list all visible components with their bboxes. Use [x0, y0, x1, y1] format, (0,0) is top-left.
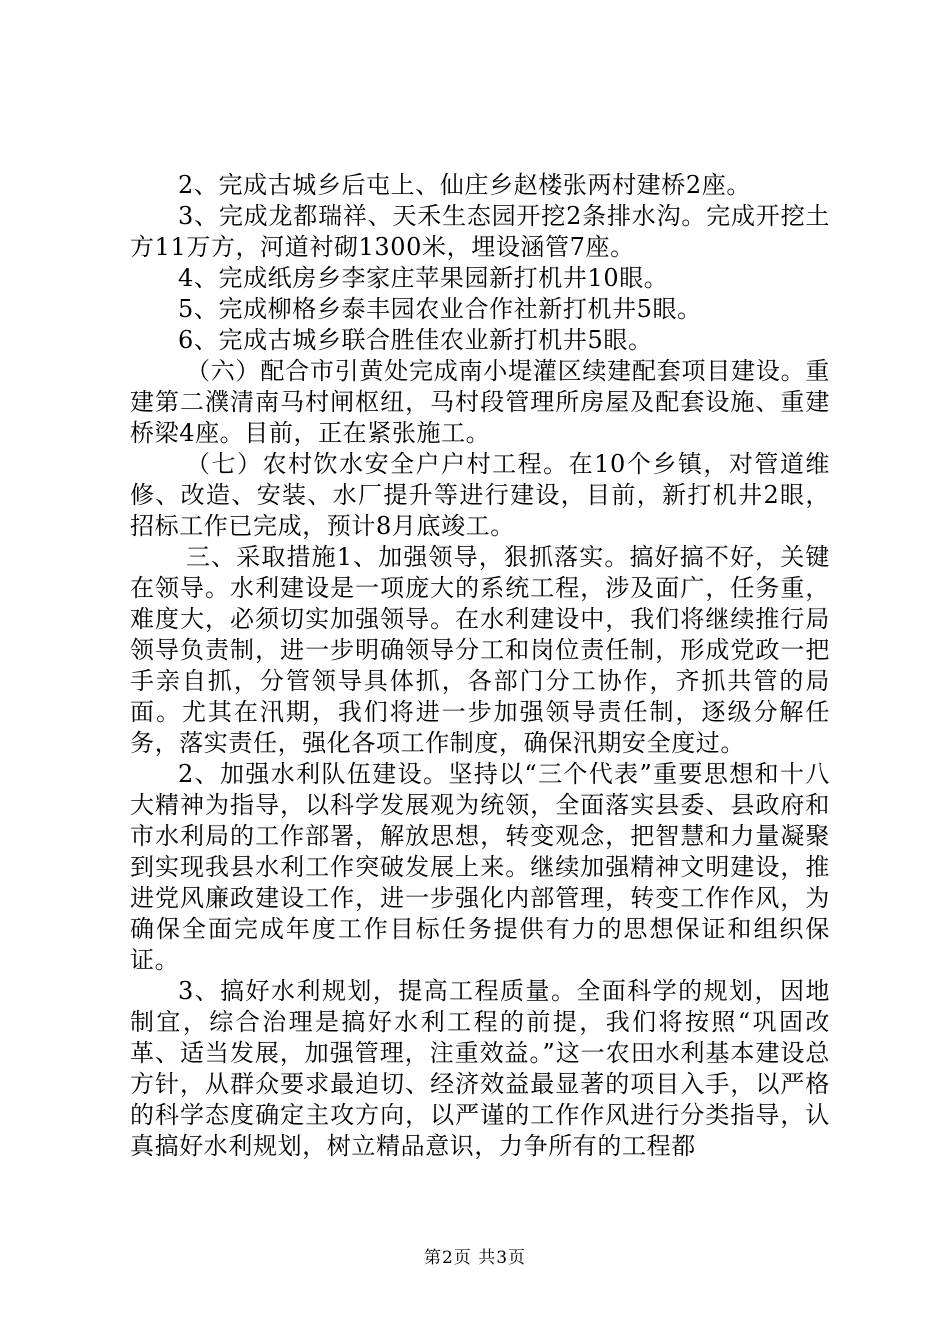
paragraph-item-2: 2、完成古城乡后屯上、仙庄乡赵楼张两村建桥2座。 [178, 171, 751, 199]
paragraph-section-6: （六）配合市引黄处完成南小堤灌区续建配套项目建设。重建第二濮清南马村闸枢纽，马村段管理所房屋及配套设施、重建桥梁4座。目前，正在紧张施工。 [130, 357, 830, 447]
paragraph-item-4: 4、完成纸房乡李家庄苹果园新打机井10眼。 [178, 264, 669, 292]
document-body [130, 170, 830, 1162]
paragraph-measures-3: 3、搞好水利规划，提高工程质量。全面科学的规划，因地制宜，综合治理是搞好水利工程的前提，我们将按照“巩固改革、适当发展，加强管理，注重效益。”这一农田水利基本建设总方针，从群众要求最迫切、经济效益最显著的项目入手，以严格的科学态度确定主攻方向，以严谨的工作作风进行分类指导，认真搞好水利规划，树立精品意识，力争所有的工程都 [130, 977, 830, 1160]
paragraph-section-7: （七）农村饮水安全户户村工程。在10个乡镇，对管道维修、改造、安装、水厂提升等进行建设，目前，新打机井2眼，招标工作已完成，预计8月底竣工。 [130, 450, 830, 540]
paragraph-item-6: 6、完成古城乡联合胜佳农业新打机井5眼。 [178, 326, 653, 354]
paragraph-item-5: 5、完成柳格乡泰丰园农业合作社新打机井5眼。 [178, 295, 702, 323]
paragraph-item-3: 3、完成龙都瑞祥、天禾生态园开挖2条排水沟。完成开挖土方11万方，河道衬砌1300米，埋设涵管7座。 [130, 202, 830, 261]
page-footer: 第2页 共3页 [423, 1248, 527, 1268]
paragraph-measures-1: 三、采取措施1、加强领导，狠抓落实。搞好搞不好，关键在领导。水利建设是一项庞大的系统工程，涉及面广，任务重，难度大，必须切实加强领导。在水利建设中，我们将继续推行局领导负责制，进一步明确领导分工和岗位责任制，形成党政一把手亲自抓，分管领导具体抓，各部门分工协作，齐抓共管的局面。尤其在汛期，我们将进一步加强领导责任制，逐级分解任务，落实责任，强化各项工作制度，确保汛期安全度过。 [130, 543, 830, 757]
paragraph-measures-2: 2、加强水利队伍建设。坚持以“三个代表”重要思想和十八大精神为指导，以科学发展观为统领，全面落实县委、县政府和市水利局的工作部署，解放思想，转变观念，把智慧和力量凝聚到实现我县水利工作突破发展上来。继续加强精神文明建设，推进党风廉政建设工作，进一步强化内部管理，转变工作作风，为确保全面完成年度工作目标任务提供有力的思想保证和组织保证。 [130, 760, 830, 974]
